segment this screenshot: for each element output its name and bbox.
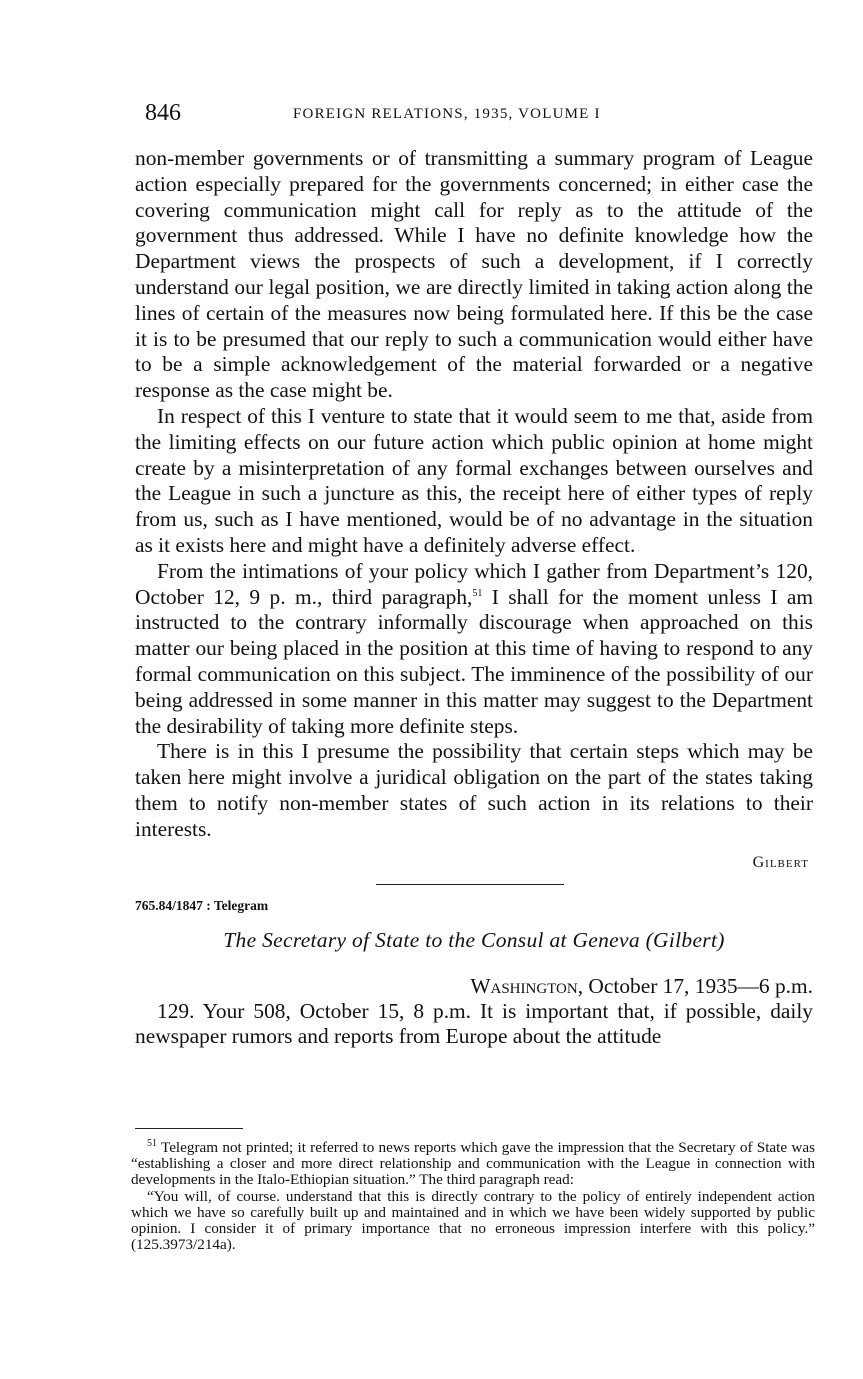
footnote-text: Telegram not printed; it referred to news reports which gave the impression that the Secretary of State was “establishing a closer and more direct relationship and communication with the League in connection with developments in the Italo-Ethiopian situation.” The third paragraph read: — [131, 1139, 815, 1189]
dateline — [135, 974, 813, 999]
section-divider — [376, 884, 564, 885]
footnote-quote: “You will, of course. understand that this is directly contrary to the policy of entirely independent action which we have so carefully built up and maintained and in which we have been widely supported by public opinion. I consider it of primary importance that no erroneous impression interfere with this policy.” (125.3973/214a). — [131, 1187, 815, 1254]
running-header — [145, 100, 815, 132]
page-number: 846 — [145, 100, 181, 126]
paragraph: In respect of this I venture to state that it would seem to me that, aside from the limiting effects on our future action which public opinion at home might create by a misinterpretation of any formal exchanges between ourselves and the League in such a juncture as this, the receipt here of either types of reply from us, such as I have mentioned, would be of no advantage in the situation as it exists here and might have a definitely adverse effect. — [135, 403, 813, 557]
footnote-rule — [135, 1128, 243, 1129]
dateline-date: , October 17, 1935—6 p.m. — [577, 973, 813, 998]
paragraph — [135, 559, 813, 740]
paragraph-continuation: non-member governments or of transmitting a summary program of League action especially prepared for the governments concerned; in either case the covering communication might call for reply as to the attitude of the government thus addressed. While I have no definite knowledge how the Department views the prospects of such a development, if I correctly understand our legal position, we are directly limited in taking action along the lines of certain of the measures now being formulated here. If this be the case it is to be presumed that our reply to such a communication would either have to be a simple acknowledgement of the material forwarded or a negative response as the case might be. — [135, 146, 813, 403]
footnote — [131, 1137, 815, 1189]
paragraph-text: From the intimations of your policy which I gather from Department’s 120, October 12, 9 p. m., third paragraph, — [135, 558, 813, 609]
footnote-reference[interactable]: 51 — [472, 587, 483, 599]
running-title: FOREIGN RELATIONS, 1935, VOLUME I — [293, 106, 601, 122]
footnote-marker: 51 — [147, 1137, 157, 1149]
dateline-place: Washington — [470, 973, 578, 998]
paragraph-text: I shall for the moment unless I am instructed to the contrary informally discourage when approached on this matter our being placed in the position at this time of having to respond to any formal communication on this subject. The imminence of the possibility of our being addressed in some manner in this matter may suggest to the Department the desirability of taking more definite steps. — [135, 584, 814, 738]
document-title: The Secretary of State to the Consul at Geneva (Gilbert) — [223, 927, 725, 952]
footnotes — [131, 1137, 815, 1254]
file-number: 765.84/1847 : Telegram — [135, 897, 269, 913]
paragraph: There is in this I presume the possibility that certain steps which may be taken here might involve a juridical obligation on the part of the states taking them to notify non-member states of such action in its relations to their interests. — [135, 739, 813, 841]
paragraph: 129. Your 508, October 15, 8 p.m. It is important that, if possible, daily newspaper rumors and reports from Europe about the attitude — [135, 998, 813, 1049]
signature: Gilbert — [752, 853, 809, 871]
page-body — [135, 146, 813, 1050]
